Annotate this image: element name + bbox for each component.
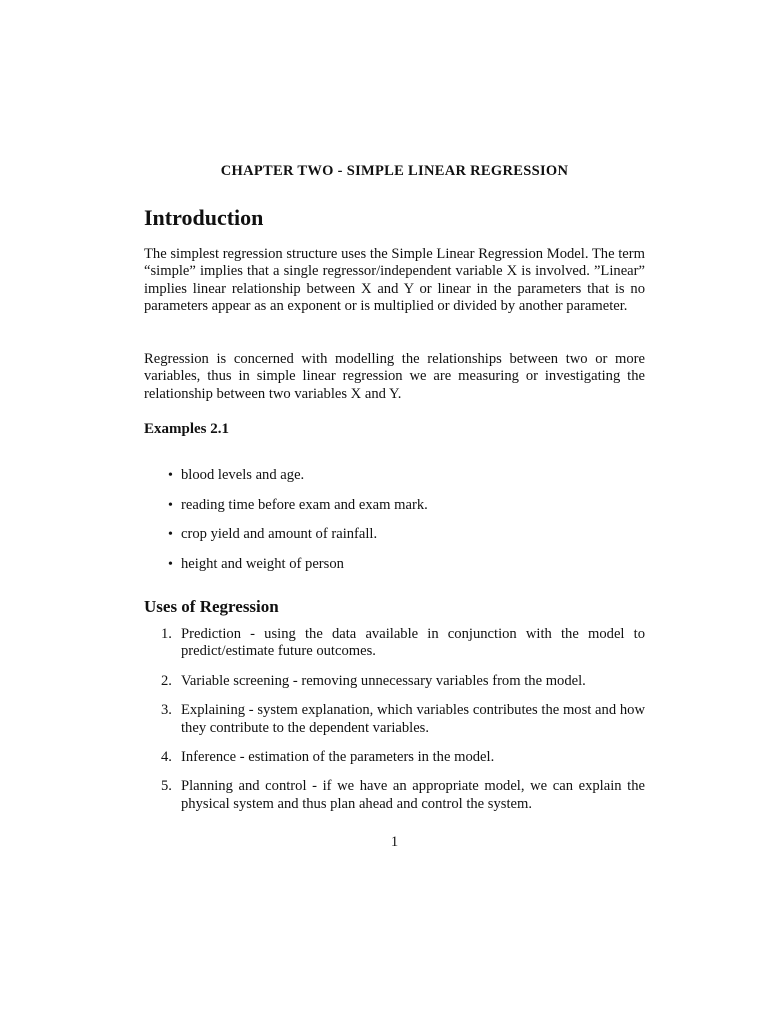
list-item	[144, 626, 645, 661]
section-title-introduction: Introduction	[144, 205, 264, 230]
list-item	[144, 526, 645, 556]
use-text: Explaining - system explanation, which variables contributes the most and how they contribute to the dependent variables.	[181, 702, 645, 736]
use-text: Planning and control - if we have an appropriate model, we can explain the physical system and thus plan ahead and control the system.	[181, 778, 645, 812]
list-item	[144, 556, 645, 586]
example-text: height and weight of person	[181, 555, 344, 572]
list-item	[144, 673, 645, 690]
item-number: 3.	[161, 702, 172, 719]
item-number: 5.	[161, 778, 172, 795]
document-page	[144, 0, 645, 1024]
example-text: blood levels and age.	[181, 467, 305, 483]
uses-list	[144, 626, 645, 825]
item-number: 2.	[161, 672, 172, 689]
bullet-icon: •	[168, 468, 173, 483]
use-text: Variable screening - removing unnecessary variables from the model.	[181, 672, 586, 689]
list-item	[144, 497, 645, 527]
use-text: Inference - estimation of the parameters in the model.	[181, 749, 495, 766]
examples-heading: Examples 2.1	[144, 421, 230, 437]
list-item	[144, 467, 645, 497]
example-text: crop yield and amount of rainfall.	[181, 526, 378, 543]
examples-list	[144, 467, 645, 585]
bullet-icon: •	[168, 556, 173, 572]
list-item	[144, 702, 645, 737]
use-text: Prediction - using the data available in conjunction with the model to predict/estimate future outcomes.	[181, 626, 645, 660]
intro-paragraph-1: The simplest regression structure uses the Simple Linear Regression Model. The term “simple” implies that a single regressor/independent variable X is involved. ”Linear” implies linear relationship between X and Y or linear in the parameters that is no parameters appear as an exponent or is multiplied or divided by another parameter.	[144, 246, 645, 315]
chapter-title: CHAPTER TWO - SIMPLE LINEAR REGRESSION	[220, 163, 569, 179]
item-number: 1.	[161, 626, 172, 642]
intro-paragraph-2: Regression is concerned with modelling the relationships between two or more variables, thus in simple linear regression we are measuring or investigating the relationship between two variables X and Y.	[144, 351, 645, 402]
item-number: 4.	[161, 749, 172, 766]
example-text: reading time before exam and exam mark.	[181, 496, 428, 513]
bullet-icon: •	[168, 527, 173, 543]
bullet-icon: •	[168, 497, 173, 513]
list-item	[144, 778, 645, 813]
list-item	[144, 749, 645, 766]
uses-heading: Uses of Regression	[144, 597, 279, 616]
page-number: 1	[390, 834, 399, 850]
